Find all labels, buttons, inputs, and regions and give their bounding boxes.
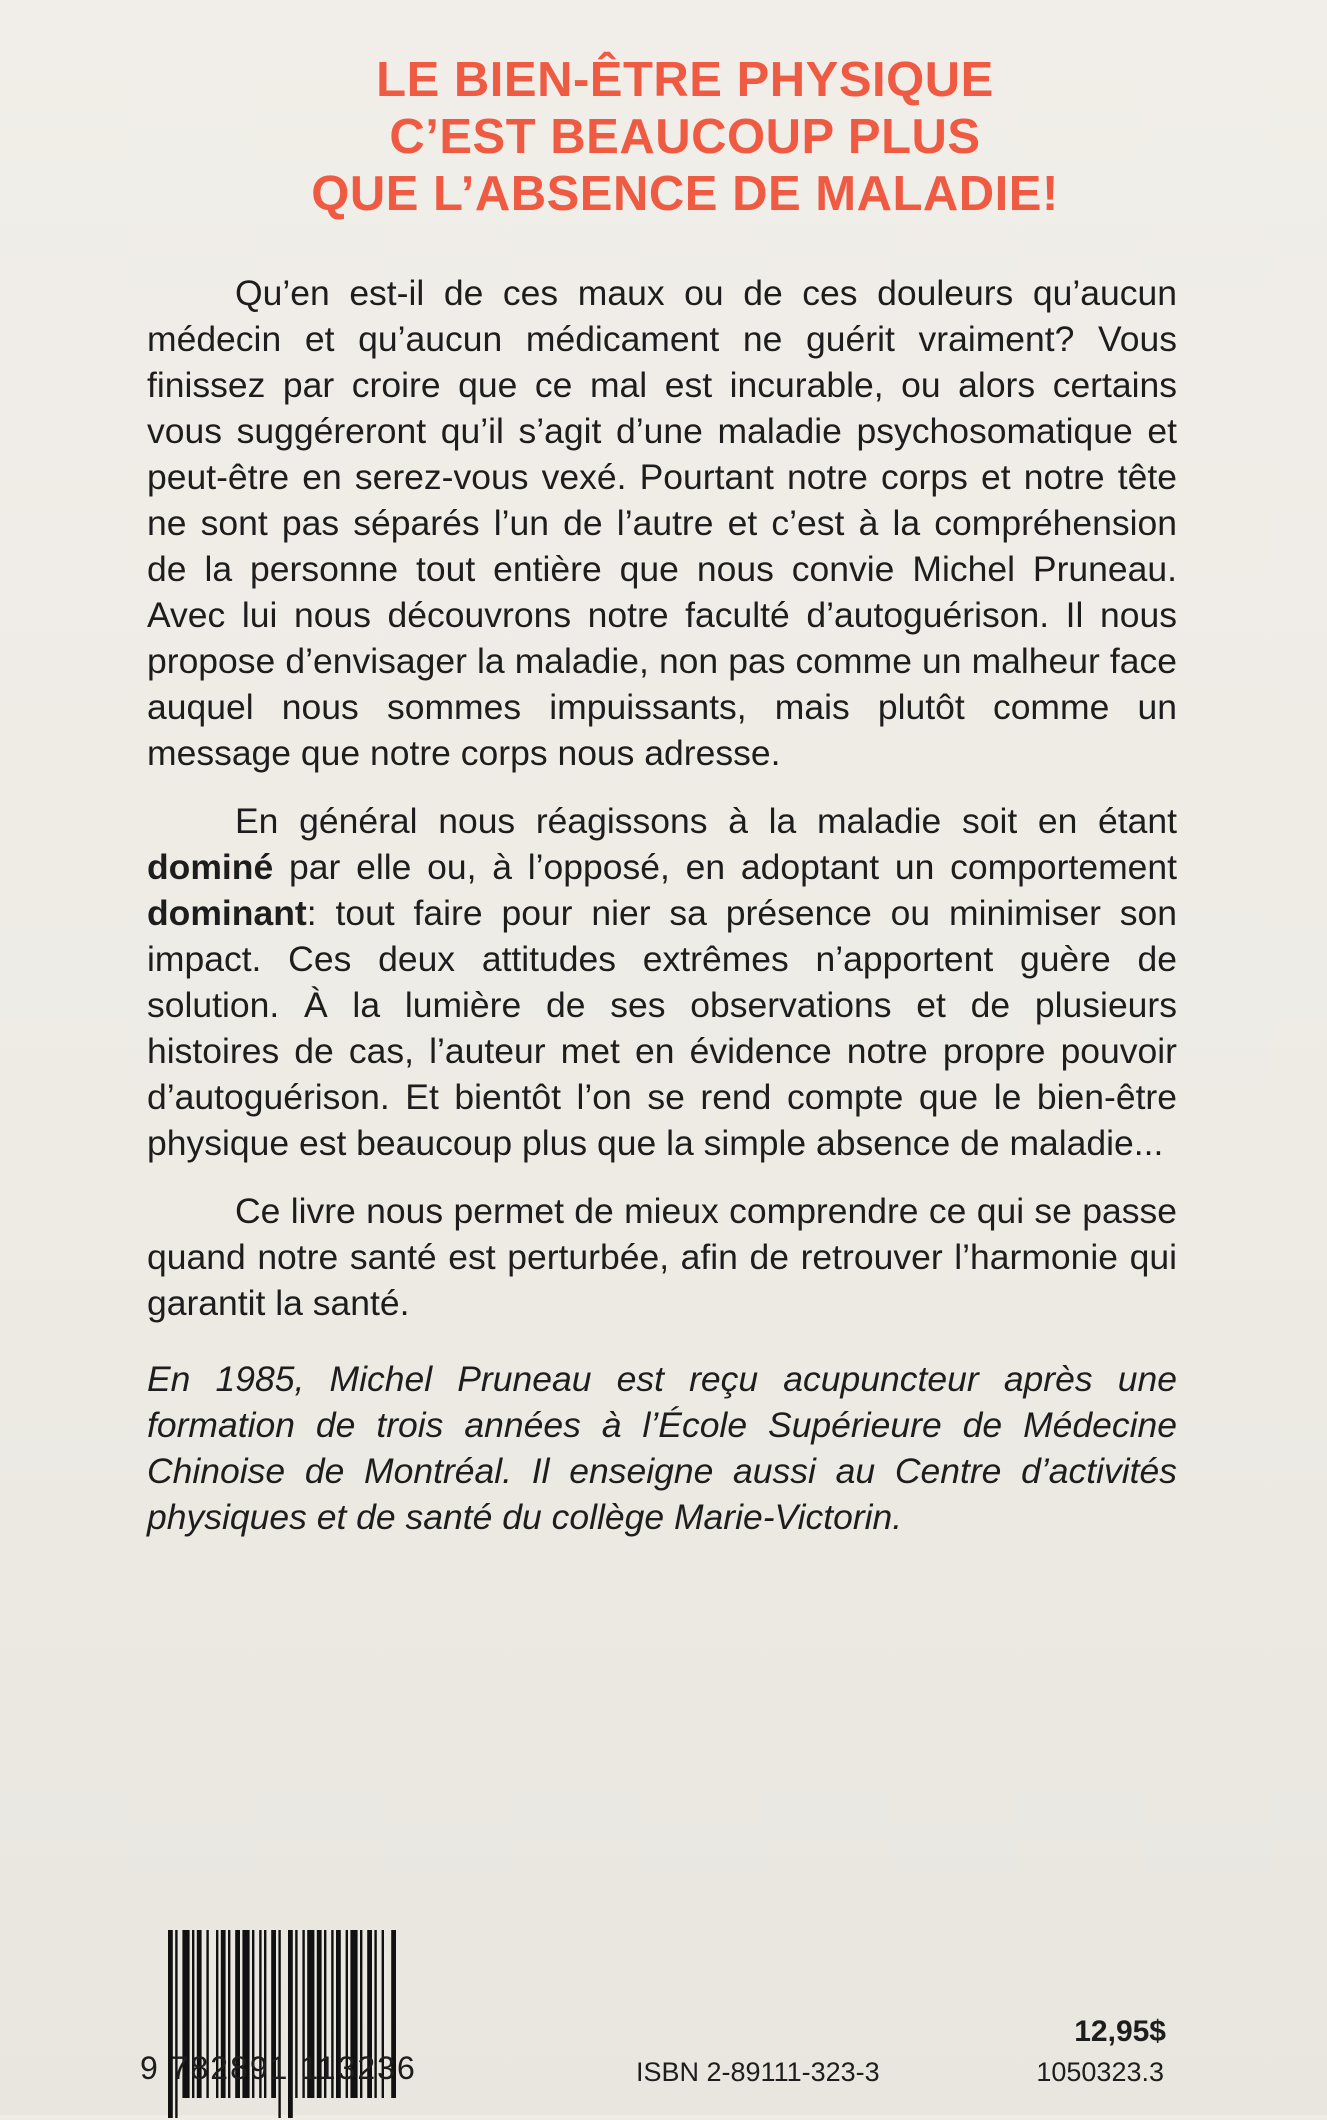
paragraph-1: Qu’en est-il de ces maux ou de ces douleurs qu’aucun médecin et qu’aucun médicament ne guérit vraiment? Vous finissez par croire que ce mal est incurable, ou alors certains vous suggéreront qu’il s’agit d’une maladie psychosomatique et peut-être en serez-vous vexé. Pourtant notre corps et notre tête ne sont pas séparés l’un de l’autre et c’est à la compréhension de la personne tout entière que nous convie Michel Pruneau. Avec lui nous découvrons notre faculté d’autoguérison. Il nous propose d’envisager la maladie, non pas comme un malheur face auquel nous sommes impuissants, mais plutôt comme un message que notre corps nous adresse.: [147, 273, 1177, 773]
headline: [120, 52, 1250, 223]
paragraph-2: [147, 798, 1177, 1166]
paragraph-2-text-b: par elle ou, à l’opposé, en adoptant un comportement: [273, 847, 1177, 887]
catalog-code: 1050323.3: [1036, 2057, 1164, 2087]
headline-line-1: LE BIEN-ÊTRE PHYSIQUE: [376, 53, 994, 107]
headline-line-3: QUE L’ABSENCE DE MALADIE!: [311, 167, 1059, 221]
paragraph-2-text-a: En général nous réagissons à la maladie soit en étant: [235, 801, 1177, 841]
paragraph-2-bold-a: dominé: [147, 847, 274, 887]
barcode-digits: 9 782891 113236: [140, 2050, 417, 2086]
paragraph-2-text-c: : tout faire pour nier sa présence ou minimiser son impact. Ces deux attitudes extrêmes n’apportent guère de solution. À la lumière de ses observations et de plusieurs histoires de cas, l’auteur met en évidence notre propre pouvoir d’autoguérison. Et bientôt l’on se rend compte que le bien-être physique est beaucoup plus que la simple absence de maladie...: [147, 893, 1177, 1163]
barcode-graphic: [166, 1930, 484, 2120]
headline-line-2: C’EST BEAUCOUP PLUS: [389, 110, 981, 164]
paragraph-2-bold-b: dominant: [147, 893, 307, 933]
paragraph-3: Ce livre nous permet de mieux comprendre ce qui se passe quand notre santé est perturbée, afin de retrouver l’harmonie qui garantit la santé.: [147, 1191, 1177, 1323]
isbn: ISBN 2-89111-323-3: [636, 2057, 880, 2087]
price: 12,95$: [1074, 2015, 1166, 2048]
blurb: [147, 270, 1177, 1562]
author-bio: En 1985, Michel Pruneau est reçu acupuncteur après une formation de trois années à l’École Supérieure de Médecine Chinoise de Montréal. Il enseigne aussi au Centre d’activités physiques et de santé du collège Marie-Victorin.: [147, 1359, 1177, 1537]
